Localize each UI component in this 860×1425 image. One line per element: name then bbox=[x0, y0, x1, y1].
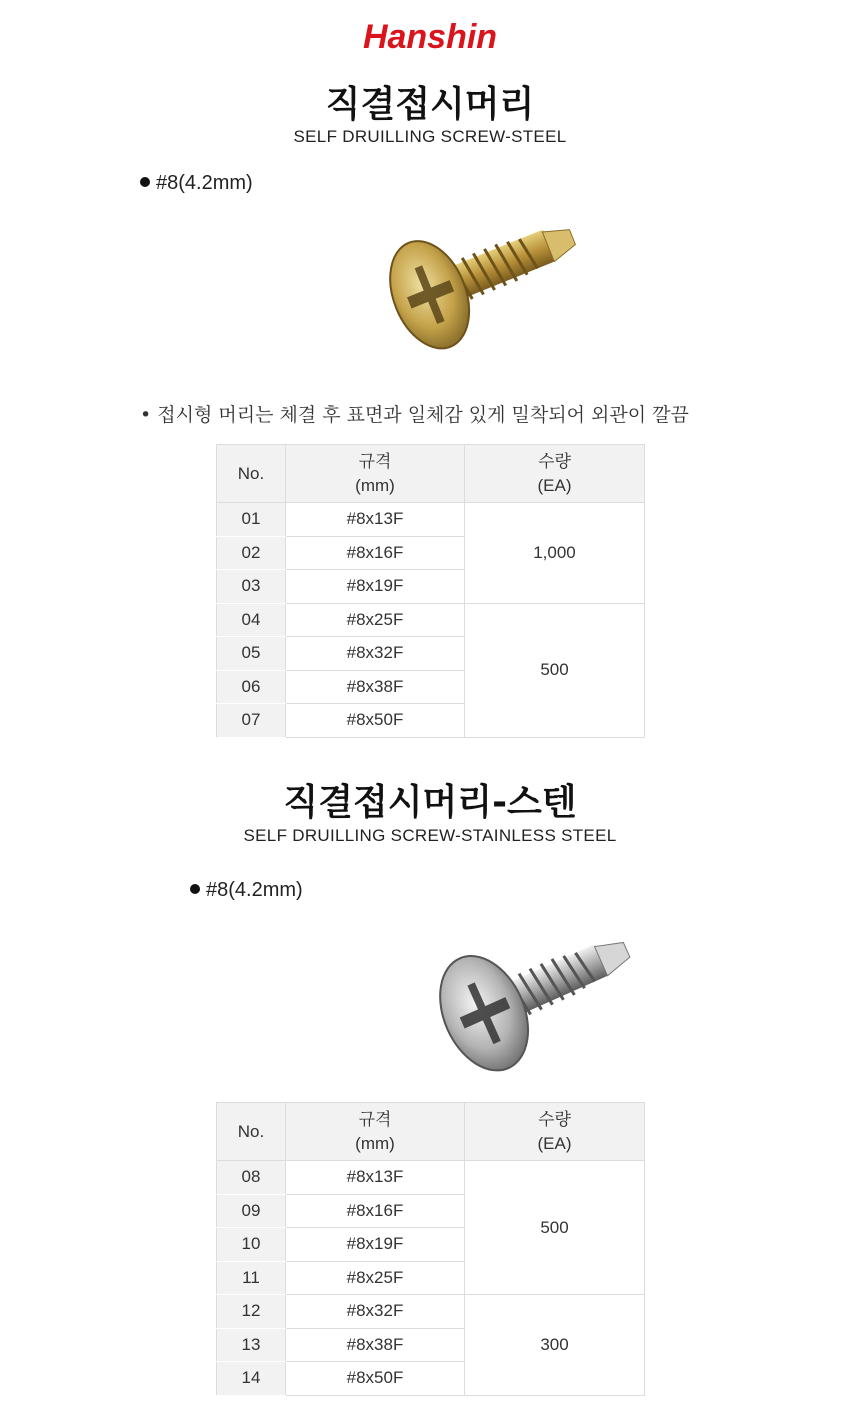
header-qty-line2: (EA) bbox=[537, 1133, 572, 1153]
row-no: 12 bbox=[217, 1295, 286, 1329]
row-qty: 500 bbox=[465, 603, 645, 737]
header-spec bbox=[286, 1103, 465, 1161]
row-no: 14 bbox=[217, 1362, 286, 1396]
row-spec: #8x32F bbox=[286, 1295, 465, 1329]
row-spec: #8x13F bbox=[286, 503, 465, 537]
row-spec: #8x38F bbox=[286, 1328, 465, 1362]
bullet-icon bbox=[140, 177, 150, 187]
table-row bbox=[217, 1161, 645, 1195]
header-spec-line2: (mm) bbox=[355, 1133, 395, 1153]
table-row bbox=[217, 1295, 645, 1329]
section2-subtitle: SELF DRUILLING SCREW-STAINLESS STEEL bbox=[243, 826, 617, 845]
header-spec-line2: (mm) bbox=[355, 475, 395, 495]
row-spec: #8x50F bbox=[286, 1362, 465, 1396]
section2-size bbox=[190, 879, 303, 902]
section1-subtitle: SELF DRUILLING SCREW-STEEL bbox=[293, 127, 567, 146]
header-qty-line1: 수량 bbox=[538, 451, 571, 471]
header-qty-line2: (EA) bbox=[537, 475, 572, 495]
header-no: No. bbox=[217, 445, 286, 503]
row-no: 05 bbox=[217, 637, 286, 671]
row-no: 04 bbox=[217, 603, 286, 637]
header-qty bbox=[465, 1103, 645, 1161]
row-qty: 300 bbox=[465, 1295, 645, 1396]
row-spec: #8x13F bbox=[286, 1161, 465, 1195]
header-spec bbox=[286, 445, 465, 503]
row-no: 02 bbox=[217, 536, 286, 570]
section1-size-text: #8(4.2mm) bbox=[156, 172, 253, 194]
stainless-screw-image bbox=[422, 908, 642, 1078]
row-spec: #8x32F bbox=[286, 637, 465, 671]
row-no: 10 bbox=[217, 1228, 286, 1262]
row-no: 07 bbox=[217, 704, 286, 738]
row-no: 08 bbox=[217, 1161, 286, 1195]
header-qty bbox=[465, 445, 645, 503]
row-spec: #8x25F bbox=[286, 1261, 465, 1295]
row-no: 13 bbox=[217, 1328, 286, 1362]
row-spec: #8x16F bbox=[286, 1194, 465, 1228]
row-no: 03 bbox=[217, 570, 286, 604]
row-qty: 1,000 bbox=[465, 503, 645, 604]
bullet-icon bbox=[190, 884, 200, 894]
section1-spec-table bbox=[216, 444, 645, 738]
row-qty: 500 bbox=[465, 1161, 645, 1295]
header-spec-line1: 규격 bbox=[358, 451, 392, 471]
row-no: 09 bbox=[217, 1194, 286, 1228]
row-no: 11 bbox=[217, 1261, 286, 1295]
section1-size bbox=[140, 172, 253, 195]
row-no: 01 bbox=[217, 503, 286, 537]
section2-title: 직결접시머리-스텐 bbox=[283, 782, 577, 823]
section2-spec-table bbox=[216, 1102, 645, 1396]
table-row bbox=[217, 503, 645, 537]
table-row bbox=[217, 603, 645, 637]
row-spec: #8x19F bbox=[286, 570, 465, 604]
section1-note: • 접시형 머리는 체결 후 표면과 일체감 있게 밀착되어 외관이 깔끔 bbox=[140, 404, 689, 426]
row-no: 06 bbox=[217, 670, 286, 704]
section1-title: 직결접시머리 bbox=[325, 84, 535, 125]
row-spec: #8x25F bbox=[286, 603, 465, 637]
header-spec-line1: 규격 bbox=[358, 1109, 392, 1129]
row-spec: #8x50F bbox=[286, 704, 465, 738]
brand-logo: Hanshin bbox=[362, 18, 498, 56]
row-spec: #8x38F bbox=[286, 670, 465, 704]
row-spec: #8x16F bbox=[286, 536, 465, 570]
gold-screw-image bbox=[366, 196, 586, 356]
header-no: No. bbox=[217, 1103, 286, 1161]
section2-size-text: #8(4.2mm) bbox=[206, 879, 303, 901]
header-qty-line1: 수량 bbox=[538, 1109, 571, 1129]
row-spec: #8x19F bbox=[286, 1228, 465, 1262]
